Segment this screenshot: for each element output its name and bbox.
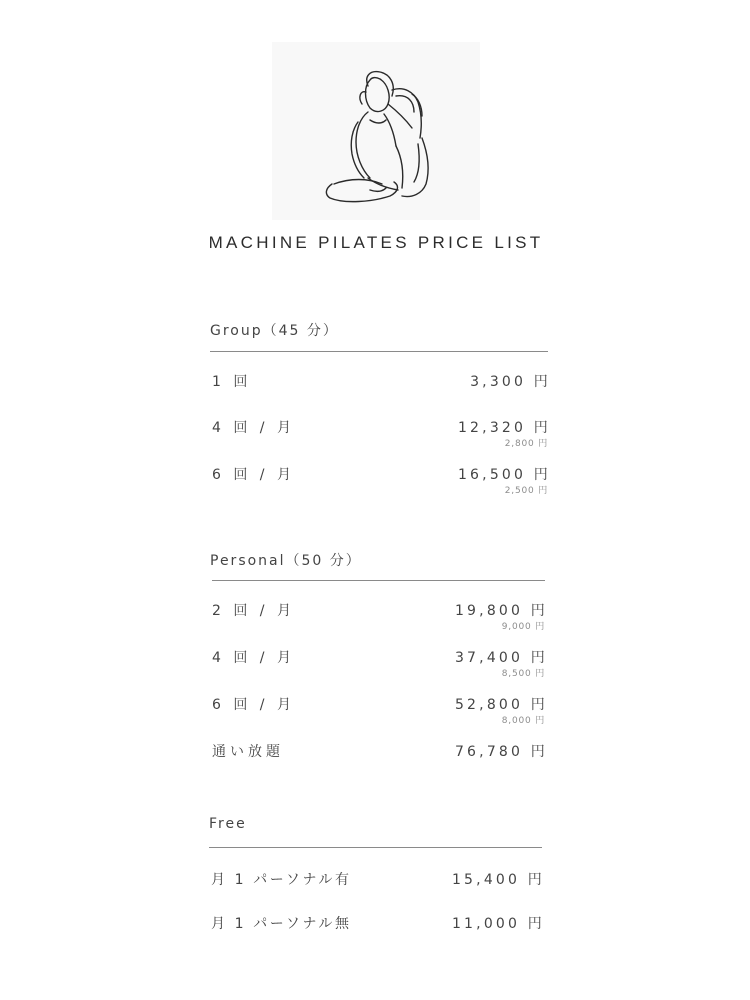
price-row bbox=[210, 464, 551, 504]
section-heading: Free bbox=[209, 816, 247, 832]
section-personal bbox=[210, 550, 548, 770]
row-price: 16,500 円 bbox=[457, 467, 551, 483]
row-label: 月 1 パーソナル無 bbox=[211, 916, 352, 932]
row-price: 19,800 円 bbox=[454, 603, 548, 619]
pilates-illustration bbox=[272, 42, 480, 220]
page-title: MACHINE PILATES PRICE LIST bbox=[208, 233, 544, 252]
row-price: 12,320 円 bbox=[457, 420, 551, 436]
row-price: 15,400 円 bbox=[451, 872, 545, 888]
row-price: 76,780 円 bbox=[454, 744, 548, 760]
row-per-session-price: 2,500 円 bbox=[504, 486, 548, 496]
price-row bbox=[209, 913, 545, 953]
price-row bbox=[209, 869, 545, 909]
row-label: 1 回 bbox=[212, 374, 252, 390]
row-label: 2 回 / 月 bbox=[212, 603, 295, 619]
row-per-session-price: 8,500 円 bbox=[501, 669, 545, 679]
section-heading: Group（45 分） bbox=[210, 323, 339, 339]
section-divider bbox=[210, 351, 548, 352]
row-label: 6 回 / 月 bbox=[212, 697, 295, 713]
row-label: 通い放題 bbox=[212, 744, 284, 760]
section-divider bbox=[212, 580, 545, 581]
row-price: 37,400 円 bbox=[454, 650, 548, 666]
section-divider bbox=[209, 847, 542, 848]
row-per-session-price: 9,000 円 bbox=[501, 622, 545, 632]
pilates-woman-stretch-icon bbox=[272, 42, 480, 220]
row-price: 52,800 円 bbox=[454, 697, 548, 713]
price-row bbox=[210, 417, 551, 457]
section-group bbox=[210, 320, 551, 500]
row-label: 4 回 / 月 bbox=[212, 650, 295, 666]
price-row bbox=[210, 741, 548, 781]
section-free bbox=[209, 816, 545, 946]
row-label: 6 回 / 月 bbox=[212, 467, 295, 483]
row-per-session-price: 2,800 円 bbox=[504, 439, 548, 449]
row-label: 月 1 パーソナル有 bbox=[211, 872, 352, 888]
price-row bbox=[210, 600, 548, 640]
row-per-session-price: 8,000 円 bbox=[501, 716, 545, 726]
row-price: 11,000 円 bbox=[451, 916, 545, 932]
section-heading: Personal（50 分） bbox=[210, 553, 362, 569]
row-label: 4 回 / 月 bbox=[212, 420, 295, 436]
price-row bbox=[210, 647, 548, 687]
row-price: 3,300 円 bbox=[470, 374, 551, 390]
price-row bbox=[210, 694, 548, 734]
price-row bbox=[210, 371, 551, 411]
